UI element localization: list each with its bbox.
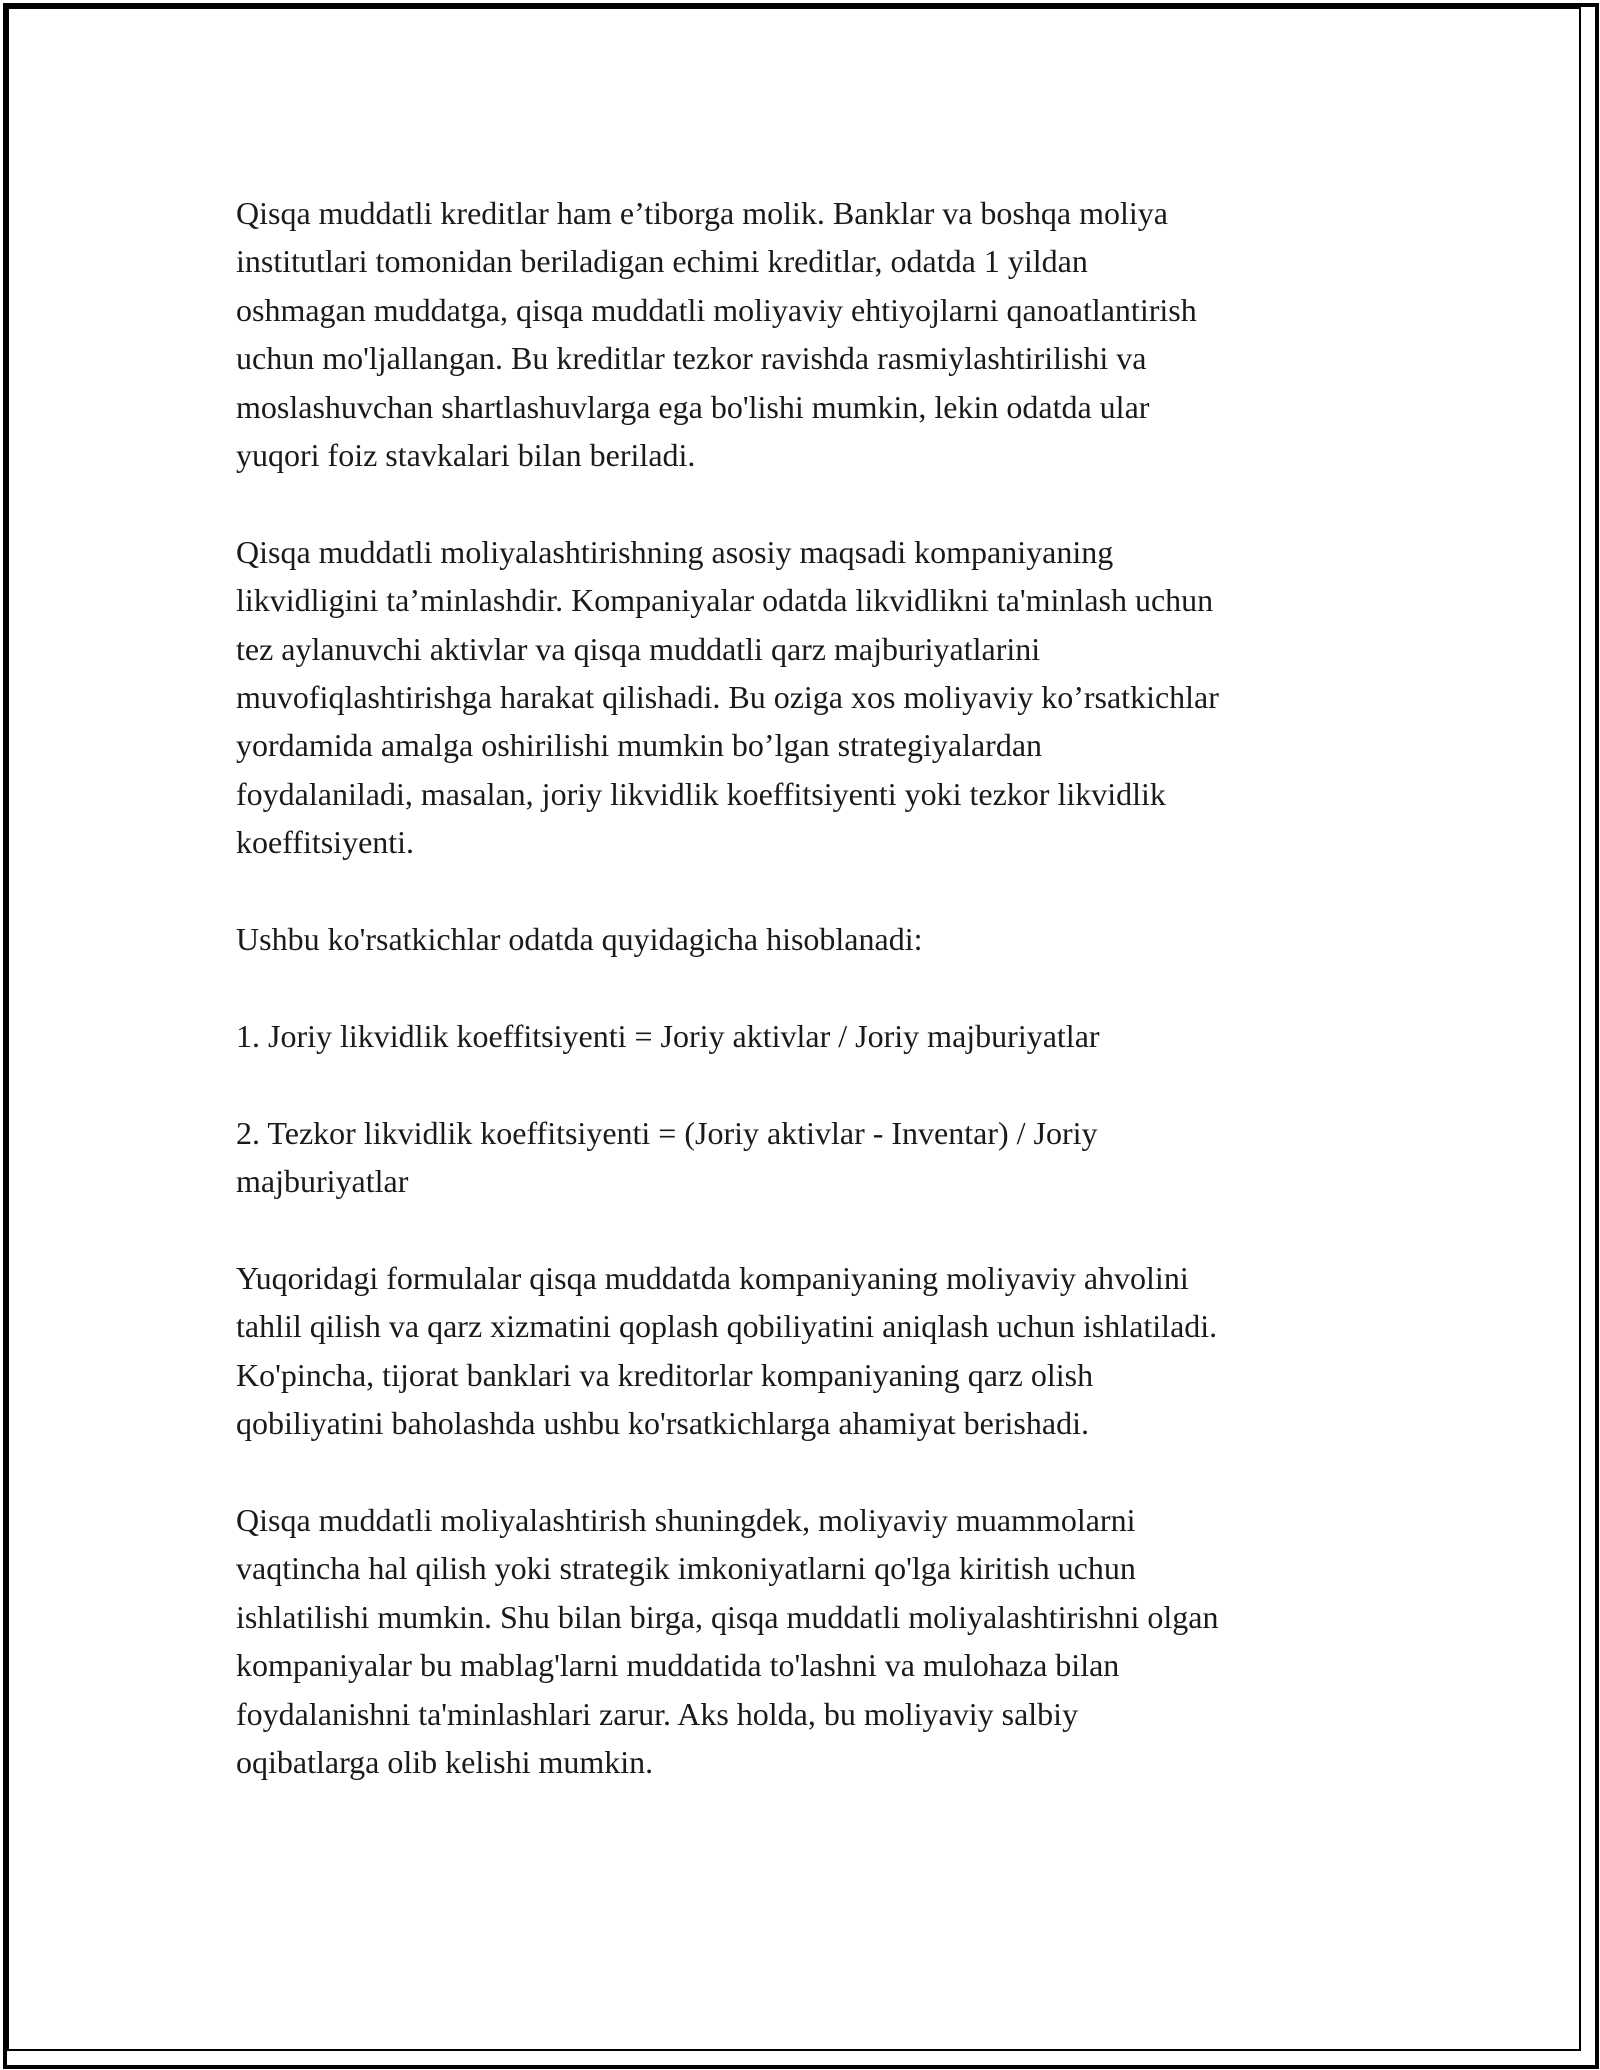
formula-current-ratio: 1. Joriy likvidlik koeffitsiyenti = Joriy aktivlar / Joriy majburiyatlar: [236, 1017, 1100, 1054]
paragraph-liquidity-goal: Qisqa muddatli moliyalashtirishning asosiy maqsadi kompaniyaning likvidligini ta’minlashdir. Kompaniyalar odatda likvidlikni ta'minlash uchun tez aylanuvchi aktivlar va qisqa muddatli qarz majburiyatlarini muvofiqlashtirishga harakat qilishadi. Bu oziga xos moliyaviy ko’rsatkichlar yordamida amalga oshirilishi mumkin bo’lgan strategiyalardan foydalaniladi, masalan, joriy likvidlik koeffitsiyenti yoki tezkor likvidlik koeffitsiyenti.: [236, 533, 1219, 861]
document-body: [236, 189, 1376, 1835]
paragraph-conclusion: Qisqa muddatli moliyalashtirish shuningdek, moliyaviy muammolarni vaqtincha hal qilish yoki strategik imkoniyatlarni qo'lga kiritish uchun ishlatilishi mumkin. Shu bilan birga, qisqa muddatli moliyalashtirishni olgan kompaniyalar bu mablag'larni muddatida to'lashni va mulohaza bilan foydalanishni ta'minlashlari zarur. Aks holda, bu moliyaviy salbiy oqibatlarga olib kelishi mumkin.: [236, 1501, 1219, 1780]
formula-quick-ratio: 2. Tezkor likvidlik koeffitsiyenti = (Joriy aktivlar - Inventar) / Joriy majburiyatlar: [236, 1114, 1098, 1200]
paragraph-formulas-usage: Yuqoridagi formulalar qisqa muddatda kompaniyaning moliyaviy ahvolini tahlil qilish va qarz xizmatini qoplash qobiliyatini aniqlash uchun ishlatiladi. Ko'pincha, tijorat banklari va kreditorlar kompaniyaning qarz olish qobiliyatini baholashda ushbu ko'rsatkichlarga ahamiyat berishadi.: [236, 1259, 1218, 1442]
paragraph-short-term-credits: Qisqa muddatli kreditlar ham e’tiborga molik. Banklar va boshqa moliya institutlari tomonidan beriladigan echimi kreditlar, odatda 1 yildan oshmagan muddatga, qisqa muddatli moliyaviy ehtiyojlarni qanoatlantirish uchun mo'ljallangan. Bu kreditlar tezkor ravishda rasmiylashtirilishi va moslashuvchan shartlashuvlarga ega bo'lishi mumkin, lekin odatda ular yuqori foiz stavkalari bilan beriladi.: [236, 195, 1197, 474]
paragraph-indicators-intro: Ushbu ko'rsatkichlar odatda quyidagicha hisoblanadi:: [236, 921, 923, 958]
